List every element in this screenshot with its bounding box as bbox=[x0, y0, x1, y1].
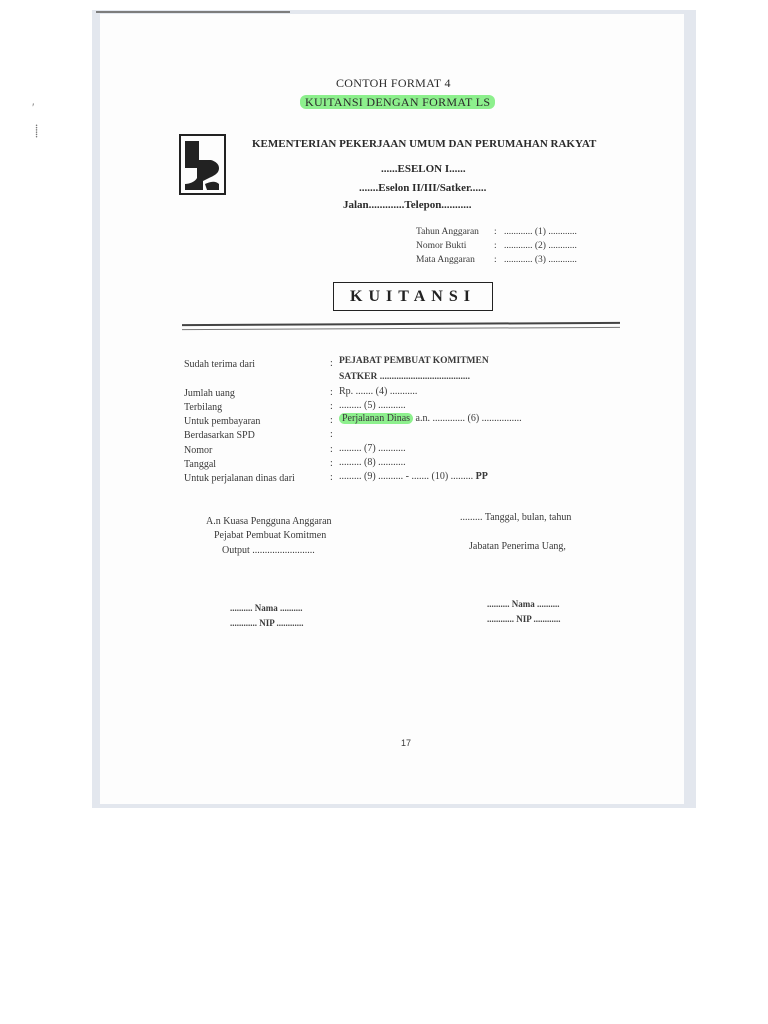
row-label: Untuk pembayaran bbox=[184, 416, 261, 427]
meta-label: Nomor Bukti bbox=[416, 241, 467, 251]
row-value: Rp. ....... (4) ........... bbox=[339, 386, 418, 397]
row-label: Jumlah uang bbox=[184, 388, 235, 399]
meta-label: Tahun Anggaran bbox=[416, 227, 479, 237]
row-value: ......... (7) ........... bbox=[339, 443, 406, 454]
row-label: Nomor bbox=[184, 445, 213, 456]
meta-value: ............ (2) ............ bbox=[504, 241, 577, 251]
meta-sep: : bbox=[494, 241, 497, 251]
signature-right-nip: ............ NIP ............ bbox=[487, 614, 561, 624]
signature-right-name: .......... Nama .......... bbox=[487, 599, 560, 609]
signature-left-nip: ............ NIP ............ bbox=[230, 618, 304, 628]
row-sep: : bbox=[330, 387, 333, 398]
row-sep: : bbox=[330, 472, 333, 483]
meta-sep: : bbox=[494, 255, 497, 265]
row-sep: : bbox=[330, 458, 333, 469]
meta-value: ............ (1) ............ bbox=[504, 227, 577, 237]
meta-value: ............ (3) ............ bbox=[504, 255, 577, 265]
row-label: Terbilang bbox=[184, 402, 223, 413]
signature-left-line2: Pejabat Pembuat Komitmen bbox=[214, 530, 327, 541]
row-value: ......... (5) ........... bbox=[339, 400, 406, 411]
format-label: CONTOH FORMAT 4 bbox=[336, 76, 451, 90]
ministry-name: KEMENTERIAN PEKERJAAN UMUM DAN PERUMAHAN RAKYAT bbox=[252, 138, 597, 150]
received-from-label: Sudah terima dari bbox=[184, 359, 256, 370]
received-from-line1: PEJABAT PEMBUAT KOMITMEN bbox=[339, 356, 489, 366]
eselon-1: ......ESELON I...... bbox=[381, 163, 466, 175]
row-value: ......... (8) ........... bbox=[339, 457, 406, 468]
ministry-logo bbox=[179, 134, 226, 195]
signature-right-line2: Jabatan Penerima Uang, bbox=[469, 541, 566, 552]
scan-artifact-mark: ′ bbox=[32, 100, 35, 114]
row-value: ......... (9) .......... - ....... (10) ......... PP bbox=[339, 471, 488, 482]
row-sep: : bbox=[330, 401, 333, 412]
row-sep: : bbox=[330, 415, 333, 426]
signature-right-line1: ......... Tanggal, bulan, tahun bbox=[460, 512, 572, 523]
row-label: Tanggal bbox=[184, 459, 217, 470]
meta-sep: : bbox=[494, 227, 497, 237]
row-value: Perjalanan Dinas a.n. ............. (6) ................ bbox=[339, 413, 522, 424]
meta-label: Mata Anggaran bbox=[416, 255, 475, 265]
row-label: Untuk perjalanan dinas dari bbox=[184, 473, 295, 484]
signature-left-line3: Output ......................... bbox=[222, 545, 315, 556]
signature-left-name: .......... Nama .......... bbox=[230, 603, 303, 613]
scan-edge-line bbox=[96, 11, 290, 13]
address-line: Jalan.............Telepon........... bbox=[343, 199, 472, 211]
signature-left-line1: A.n Kuasa Pengguna Anggaran bbox=[206, 516, 332, 527]
received-from-line2: SATKER ...................................... bbox=[339, 372, 470, 382]
receipt-title: KUITANSI bbox=[333, 282, 493, 311]
row-label: Berdasarkan SPD bbox=[184, 430, 255, 441]
row-sep: : bbox=[330, 429, 333, 440]
received-from-sep: : bbox=[330, 358, 333, 369]
row-sep: : bbox=[330, 444, 333, 455]
format-subtitle: KUITANSI DENGAN FORMAT LS bbox=[300, 95, 495, 110]
scan-artifact-mark: ⸽ bbox=[35, 124, 39, 138]
page-number: 17 bbox=[401, 738, 412, 748]
eselon-2: .......Eselon II/III/Satker...... bbox=[359, 182, 487, 194]
